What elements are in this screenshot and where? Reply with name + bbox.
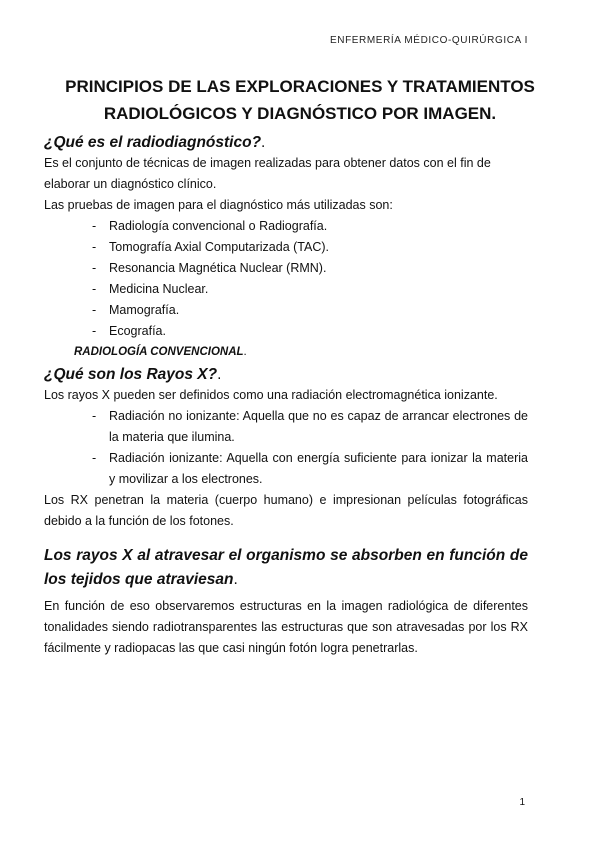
paragraph: Las pruebas de imagen para el diagnóstico más utilizadas son: [44,198,393,212]
list-item: - Mamografía. [92,300,528,321]
section-heading-radiodiagnostico [44,133,528,153]
heading-text: Los rayos X al atravesar el organismo se absorben en función de los tejidos que atraviesan [44,547,528,588]
list-item: - Tomografía Axial Computarizada (TAC). [92,237,528,258]
subheading-text: RADIOLOGÍA CONVENCIONAL [74,346,244,358]
section-heading-absorcion [44,544,528,592]
running-header: ENFERMERÍA MÉDICO-QUIRÚRGICA I [329,35,528,46]
list-item: - Medicina Nuclear. [92,279,528,300]
page-title [60,73,540,127]
list-item: - Radiología convencional o Radiografía. [92,216,528,237]
subheading-radiologia [44,342,528,363]
list-item: - Radiación ionizante: Aquella con energía suficiente para ionizar la materia y movilizar a los electrones. [92,448,528,490]
radiation-types-list [44,406,528,490]
paragraph: Los rayos X pueden ser definidos como una radiación electromagnética ionizante. [44,388,498,402]
list-item: - Resonancia Magnética Nuclear (RMN). [92,258,528,279]
section-heading-rayos-x [44,365,528,385]
paragraph: En función de eso observaremos estructuras en la imagen radiológica de diferentes tonalidades siendo radiotransparentes las estructuras que son atravesadas por los RX fácilmente y radiopacas las que casi ningún fotón logra penetrarlas. [44,599,528,655]
document-body [44,133,528,659]
subheading-period: . [243,346,247,358]
heading-text: ¿Qué son los Rayos X? [44,366,218,383]
paragraph: Es el conjunto de técnicas de imagen realizadas para obtener datos con el fin de elaborar un diagnóstico clínico. [44,156,491,191]
paragraph: Los RX penetran la materia (cuerpo humano) e impresionan películas fotográficas debido a la función de los fotones. [44,493,528,528]
list-item: - Radiación no ionizante: Aquella que no es capaz de arrancar electrones de la materia que ilumina. [92,406,528,448]
title-line-1: PRINCIPIOS DE LAS EXPLORACIONES Y TRATAMIENTOS [65,77,535,96]
imaging-tests-list [44,216,528,342]
page-number: 1 [519,797,525,808]
heading-text: ¿Qué es el radiodiagnóstico? [44,134,262,151]
heading-period: . [261,134,266,151]
heading-period: . [217,366,222,383]
heading-period: . [233,571,238,588]
title-line-2: RADIOLÓGICOS Y DIAGNÓSTICO POR IMAGEN. [103,104,497,123]
list-item: - Ecografía. [92,321,528,342]
